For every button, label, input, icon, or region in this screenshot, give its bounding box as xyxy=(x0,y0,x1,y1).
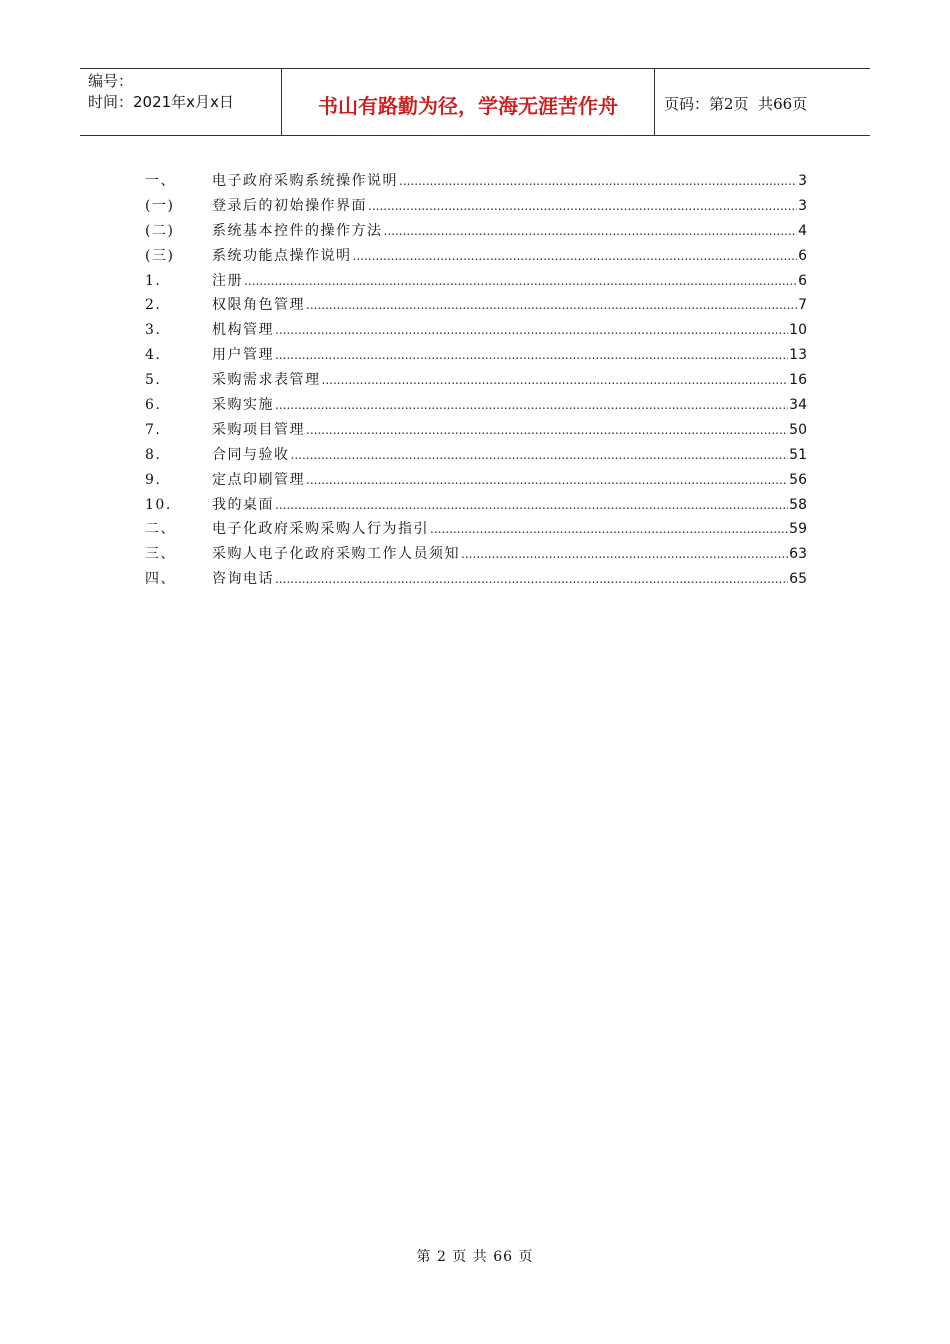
toc-entry[interactable] xyxy=(145,344,807,369)
toc-entry-title: 咨询电话 xyxy=(212,571,274,588)
toc-entry[interactable] xyxy=(145,568,807,593)
document-number-label: 编号： xyxy=(88,72,134,90)
toc-entry-title: 系统基本控件的操作方法 xyxy=(212,222,383,239)
toc-entry-title: 权限角色管理 xyxy=(212,297,305,314)
toc-entry[interactable] xyxy=(145,170,807,195)
toc-entry-page: 50 xyxy=(789,421,807,438)
toc-entry-number: (一) xyxy=(145,197,175,214)
toc-entry-number: 6. xyxy=(145,397,162,414)
toc-entry-title: 电子化政府采购采购人行为指引 xyxy=(212,521,429,538)
toc-dot-leader xyxy=(306,298,797,312)
toc-entry-page: 63 xyxy=(789,546,807,563)
header-meta xyxy=(80,69,282,135)
toc-entry-page: 3 xyxy=(798,197,807,214)
toc-entry[interactable] xyxy=(145,220,807,245)
toc-entry-title: 用户管理 xyxy=(212,347,274,364)
toc-dot-leader xyxy=(368,199,797,213)
toc-entry[interactable] xyxy=(145,419,807,444)
toc-entry-number: (三) xyxy=(145,247,175,264)
table-of-contents xyxy=(145,170,807,593)
toc-dot-leader xyxy=(461,547,788,561)
toc-entry-page: 6 xyxy=(798,247,807,264)
toc-entry-title: 系统功能点操作说明 xyxy=(212,247,352,264)
header-page-info-text: 页码：第2页 共66页 xyxy=(664,94,808,113)
toc-dot-leader xyxy=(275,498,788,512)
toc-entry-title: 登录后的初始操作界面 xyxy=(212,197,367,214)
toc-entry-page: 7 xyxy=(798,297,807,314)
toc-entry-number: 7. xyxy=(145,421,162,438)
toc-dot-leader xyxy=(322,373,789,387)
toc-entry-page: 59 xyxy=(789,521,807,538)
header-motto: 书山有路勤为径，学海无涯苦作舟 xyxy=(282,69,655,135)
toc-entry-title: 注册 xyxy=(212,272,243,289)
toc-entry-page: 13 xyxy=(789,347,807,364)
toc-dot-leader xyxy=(244,274,797,288)
toc-dot-leader xyxy=(275,398,788,412)
toc-entry-page: 6 xyxy=(798,272,807,289)
toc-dot-leader xyxy=(291,448,789,462)
toc-dot-leader xyxy=(399,174,797,188)
toc-entry-number: 5. xyxy=(145,372,162,389)
toc-entry-number: 8. xyxy=(145,446,162,463)
toc-dot-leader xyxy=(353,249,798,263)
toc-entry[interactable] xyxy=(145,245,807,270)
toc-entry[interactable] xyxy=(145,195,807,220)
toc-dot-leader xyxy=(275,348,788,362)
toc-entry-number: 二、 xyxy=(145,521,176,538)
toc-entry-number: 三、 xyxy=(145,546,176,563)
toc-dot-leader xyxy=(275,572,788,586)
toc-dot-leader xyxy=(430,522,788,536)
toc-dot-leader xyxy=(384,224,798,238)
toc-entry-page: 65 xyxy=(789,571,807,588)
toc-entry-page: 51 xyxy=(789,446,807,463)
toc-entry[interactable] xyxy=(145,369,807,394)
toc-entry[interactable] xyxy=(145,394,807,419)
toc-entry[interactable] xyxy=(145,294,807,319)
toc-entry-page: 16 xyxy=(789,372,807,389)
toc-entry-number: 4. xyxy=(145,347,162,364)
toc-entry-title: 采购需求表管理 xyxy=(212,372,321,389)
page-header xyxy=(80,68,870,136)
document-time-label: 时间：2021年x月x日 xyxy=(88,93,234,111)
toc-entry-number: (二) xyxy=(145,222,175,239)
toc-entry[interactable] xyxy=(145,319,807,344)
toc-entry-number: 四、 xyxy=(145,571,176,588)
toc-entry-number: 10. xyxy=(145,496,172,513)
toc-entry-number: 3. xyxy=(145,322,162,339)
toc-entry[interactable] xyxy=(145,469,807,494)
toc-entry-number: 一、 xyxy=(145,173,176,189)
toc-dot-leader xyxy=(306,423,788,437)
toc-entry-title: 我的桌面 xyxy=(212,496,274,513)
toc-entry-page: 10 xyxy=(789,322,807,339)
toc-entry-number: 9. xyxy=(145,471,162,488)
toc-entry-page: 4 xyxy=(798,222,807,239)
toc-entry-title: 采购实施 xyxy=(212,397,274,414)
toc-dot-leader xyxy=(275,323,788,337)
page-footer xyxy=(0,1246,950,1266)
toc-entry[interactable] xyxy=(145,494,807,519)
toc-entry-title: 采购项目管理 xyxy=(212,421,305,438)
toc-entry-number: 1. xyxy=(145,272,162,289)
toc-entry[interactable] xyxy=(145,543,807,568)
toc-entry-page: 3 xyxy=(798,173,807,189)
toc-entry-number: 2. xyxy=(145,297,162,314)
toc-entry-title: 合同与验收 xyxy=(212,446,290,463)
toc-entry-title: 电子政府采购系统操作说明 xyxy=(212,173,398,189)
header-page-info xyxy=(655,69,870,135)
footer-page-number: 第 2 页 共 66 页 xyxy=(416,1249,534,1265)
toc-entry[interactable] xyxy=(145,444,807,469)
toc-entry-page: 56 xyxy=(789,471,807,488)
toc-entry-page: 58 xyxy=(789,496,807,513)
toc-entry[interactable] xyxy=(145,270,807,295)
toc-dot-leader xyxy=(306,473,788,487)
toc-entry-page: 34 xyxy=(789,397,807,414)
toc-entry-title: 机构管理 xyxy=(212,322,274,339)
toc-entry-title: 采购人电子化政府采购工作人员须知 xyxy=(212,546,460,563)
toc-entry[interactable] xyxy=(145,518,807,543)
toc-entry-title: 定点印刷管理 xyxy=(212,471,305,488)
